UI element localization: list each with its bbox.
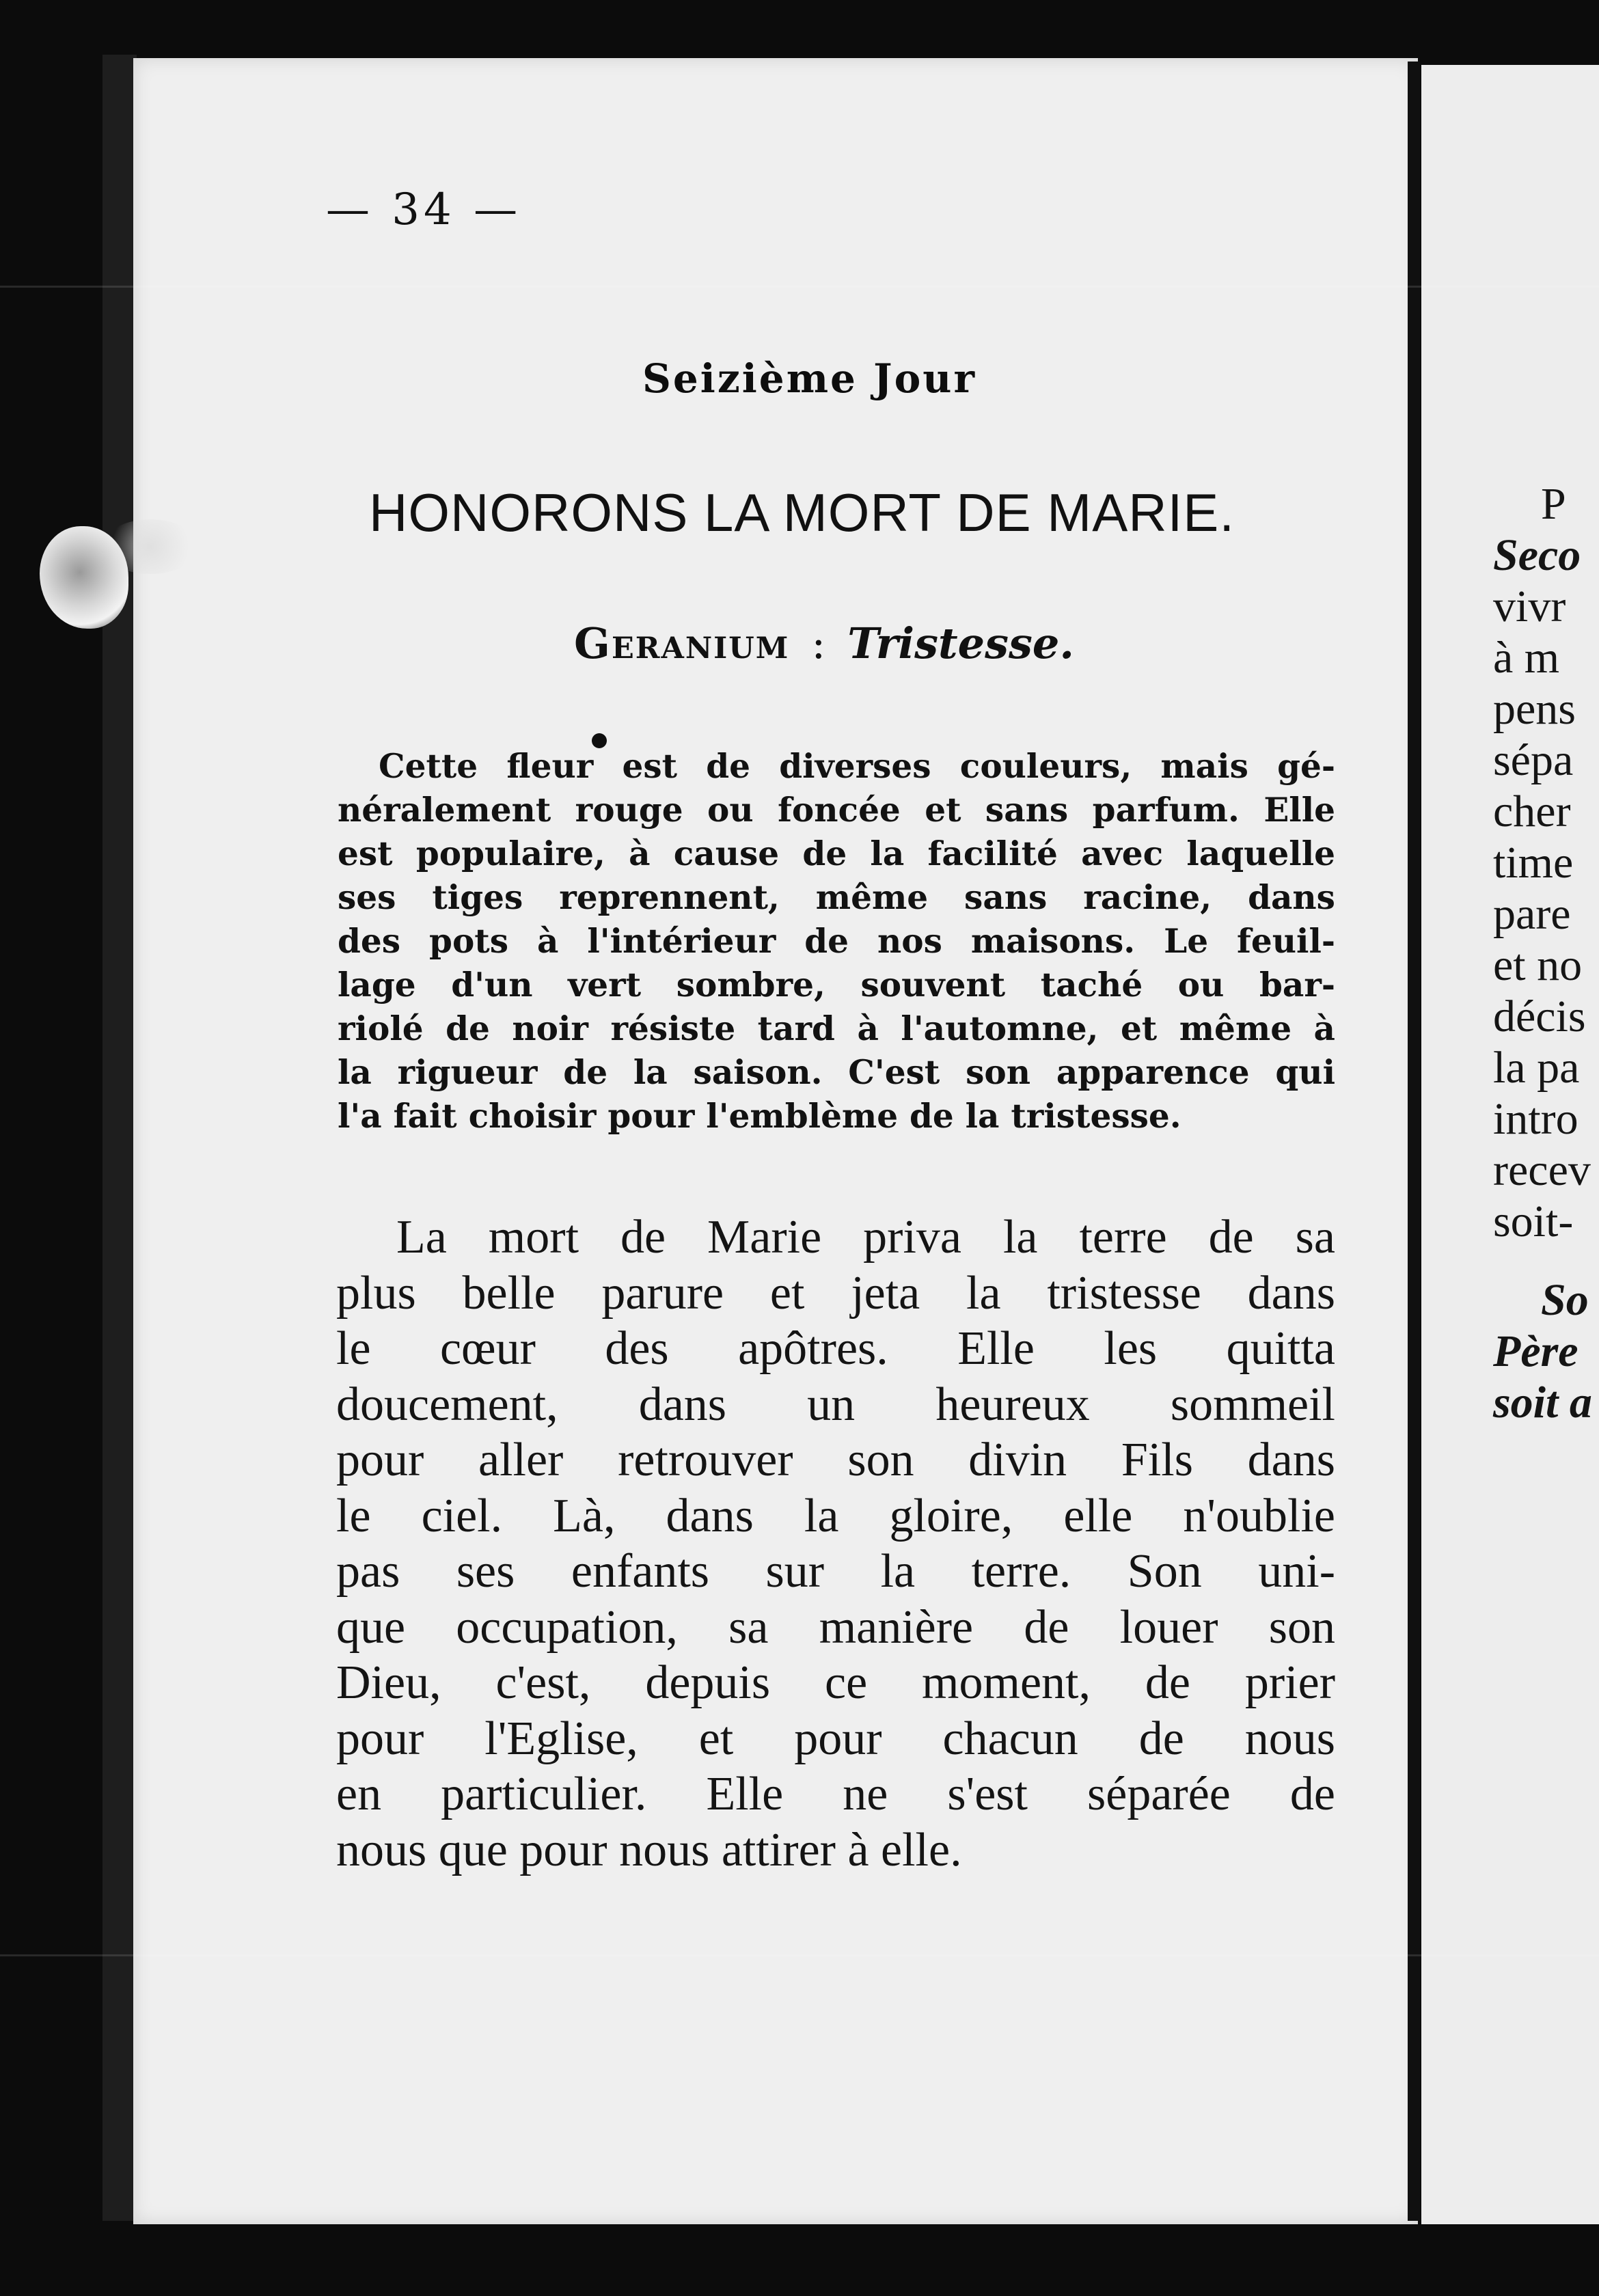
scan-artifact-line bbox=[0, 286, 1599, 288]
description-line: Cette fleur est de diverses couleurs, mais gé- bbox=[379, 747, 1335, 786]
description-line: ses tiges reprennent, même sans racine, dans bbox=[338, 878, 1335, 917]
body-line: doucement, dans un heureux sommeil bbox=[336, 1378, 1335, 1431]
right-fragment-line: soit- bbox=[1493, 1197, 1574, 1246]
right-page-text-fragment bbox=[1493, 478, 1592, 1428]
right-fragment-line: pens bbox=[1493, 684, 1576, 734]
right-fragment-line: soit a bbox=[1493, 1378, 1592, 1427]
scan-artifact-line bbox=[0, 1954, 1599, 1956]
description-line: est populaire, à cause de la facilité avec laquelle bbox=[338, 834, 1335, 873]
body-line: Dieu, c'est, depuis ce moment, de prier bbox=[336, 1656, 1335, 1709]
right-fragment-line: à m bbox=[1493, 633, 1560, 683]
body-line: nous que pour nous attirer à elle. bbox=[336, 1823, 962, 1876]
body-line: que occupation, sa manière de louer son bbox=[336, 1600, 1335, 1654]
meditation-text bbox=[336, 1210, 1335, 1878]
description-line: lage d'un vert sombre, souvent taché ou bar- bbox=[338, 966, 1335, 1004]
body-line: plus belle parure et jeta la tristesse dans bbox=[336, 1266, 1335, 1320]
right-fragment-line: time bbox=[1493, 838, 1574, 888]
body-line: pour l'Eglise, et pour chacun de nous bbox=[336, 1712, 1335, 1765]
right-fragment-line: pare bbox=[1493, 889, 1571, 939]
right-fragment-line: cher bbox=[1493, 787, 1571, 836]
page-gutter bbox=[1408, 62, 1420, 2221]
right-fragment-line: P bbox=[1541, 479, 1566, 529]
description-line: riolé de noir résiste tard à l'automne, et même à bbox=[338, 1009, 1335, 1048]
right-fragment-line: sépa bbox=[1493, 735, 1574, 785]
right-fragment-line: Seco bbox=[1493, 530, 1581, 580]
right-fragment-line: Père bbox=[1493, 1326, 1578, 1376]
flower-emblem-line bbox=[574, 618, 1074, 668]
right-fragment-line: la pa bbox=[1493, 1043, 1580, 1093]
flower-separator: : bbox=[811, 618, 826, 668]
description-line: néralement rouge ou foncée et sans parfum. Elle bbox=[338, 791, 1335, 830]
description-line: des pots à l'intérieur de nos maisons. Le feuil- bbox=[338, 922, 1335, 961]
description-line: l'a fait choisir pour l'emblème de la tristesse. bbox=[338, 1097, 1181, 1136]
right-fragment-line: décis bbox=[1493, 992, 1586, 1041]
body-line: pour aller retrouver son divin Fils dans bbox=[336, 1434, 1335, 1486]
body-line: La mort de Marie priva la terre de sa bbox=[396, 1211, 1335, 1263]
right-fragment-line: vivr bbox=[1493, 582, 1566, 631]
page-number: — 34 — bbox=[325, 184, 522, 235]
right-fragment-line: recev bbox=[1493, 1145, 1591, 1195]
body-line: en particulier. Elle ne s'est séparée de bbox=[336, 1768, 1335, 1820]
day-title: Seizième Jour bbox=[642, 355, 977, 402]
flower-meaning: Tristesse. bbox=[847, 618, 1074, 668]
book-binding-edge bbox=[102, 55, 137, 2221]
description-line: la rigueur de la saison. C'est son apparence qui bbox=[338, 1053, 1335, 1092]
right-fragment-line: et no bbox=[1493, 940, 1583, 990]
body-line: le cœur des apôtres. Elle les quitta bbox=[336, 1322, 1335, 1375]
right-fragment-line: So bbox=[1541, 1275, 1589, 1325]
body-line: le ciel. Là, dans la gloire, elle n'oublie bbox=[336, 1489, 1335, 1542]
page-stain-tail bbox=[102, 519, 198, 574]
right-fragment-line: intro bbox=[1493, 1094, 1578, 1144]
flower-description bbox=[338, 745, 1335, 1138]
flower-name: Geranium bbox=[574, 618, 790, 668]
body-line: pas ses enfants sur la terre. Son uni- bbox=[336, 1545, 1335, 1598]
chapter-heading: HONORONS LA MORT DE MARIE. bbox=[369, 482, 1235, 543]
